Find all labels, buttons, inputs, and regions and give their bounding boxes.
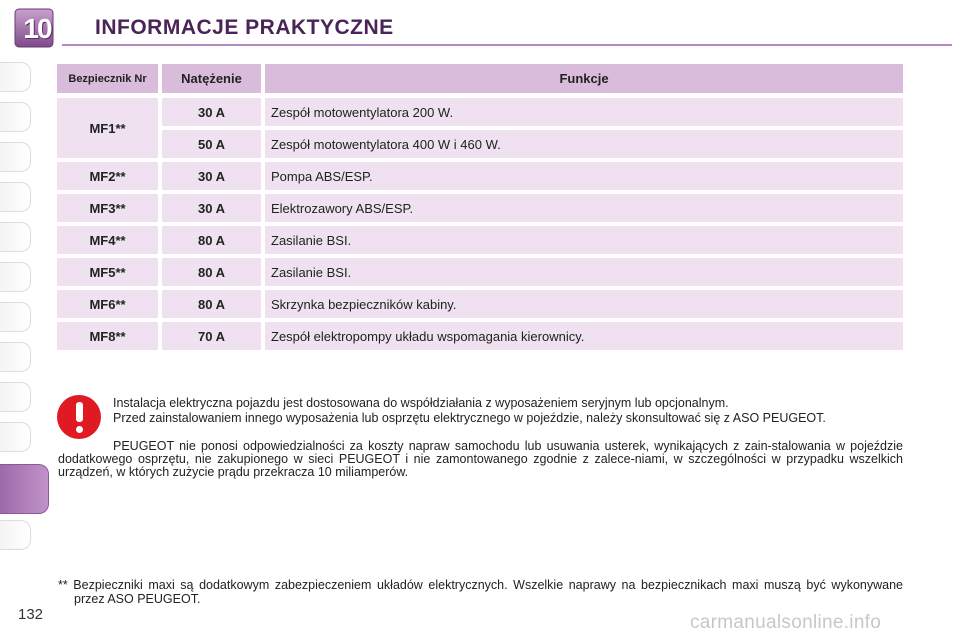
chapter-tabs bbox=[0, 62, 32, 582]
function-cell: Zasilanie BSI. bbox=[265, 226, 903, 254]
header-amperage: Natężenie bbox=[162, 64, 261, 93]
chapter-tab[interactable] bbox=[0, 62, 31, 92]
amperage-cell: 70 A bbox=[162, 322, 261, 350]
warning-paragraph: Instalacja elektryczna pojazdu jest dostosowana do współdziałania z wyposażeniem seryjnym lub opcjonalnym. bbox=[113, 396, 729, 410]
chapter-tab[interactable] bbox=[0, 102, 31, 132]
table-row bbox=[57, 258, 903, 286]
amperage-cell: 50 A bbox=[162, 130, 261, 158]
page-number: 132 bbox=[18, 606, 44, 623]
footnote: ** Bezpieczniki maxi są dodatkowym zabezpieczeniem układów elektrycznych. Wszelkie naprawy na bezpiecznikach maxi muszą być wykonywane przez ASO PEUGEOT. bbox=[58, 578, 903, 606]
table-row bbox=[57, 194, 903, 222]
amperage-cell: 80 A bbox=[162, 258, 261, 286]
chapter-tab[interactable] bbox=[0, 302, 31, 332]
function-cell: Elektrozawory ABS/ESP. bbox=[265, 194, 903, 222]
table-row bbox=[57, 322, 903, 350]
chapter-tab[interactable] bbox=[0, 222, 31, 252]
amperage-cell: 80 A bbox=[162, 290, 261, 318]
function-cell: Pompa ABS/ESP. bbox=[265, 162, 903, 190]
function-cell: Skrzynka bezpieczników kabiny. bbox=[265, 290, 903, 318]
chapter-tab-active[interactable] bbox=[0, 464, 49, 514]
amperage-cell: 30 A bbox=[162, 194, 261, 222]
table-row bbox=[57, 98, 903, 126]
chapter-tab[interactable] bbox=[0, 382, 31, 412]
warning-paragraph: Przed zainstalowaniem innego wyposażenia lub osprzętu elektrycznego w pojeździe, należy skonsultować się z ASO PEUGEOT. bbox=[113, 411, 826, 425]
header-function: Funkcje bbox=[265, 64, 903, 93]
fuse-number-cell: MF1** bbox=[57, 98, 158, 158]
chapter-number: 10 bbox=[23, 13, 51, 44]
fuse-number-cell: MF8** bbox=[57, 322, 158, 350]
chapter-tab[interactable] bbox=[0, 342, 31, 372]
header-divider bbox=[62, 44, 952, 46]
exclamation-dot bbox=[76, 426, 83, 433]
fuse-number-cell: MF6** bbox=[57, 290, 158, 318]
warning-paragraph: PEUGEOT nie ponosi odpowiedzialności za koszty napraw samochodu lub usuwania usterek, wynikających z zain-stalowania w pojeździe dodatkowego osprzętu, nie zakupionego w sieci PEUGEOT i nie zamontowanego zgodnie z zalece-niami, w szczególności w przypadku wszelkich urządzeń, w których zużycie prądu przekracza 10 miliamperów. bbox=[58, 439, 903, 479]
table-row bbox=[57, 290, 903, 318]
fuse-number-cell: MF4** bbox=[57, 226, 158, 254]
chapter-tab[interactable] bbox=[0, 182, 31, 212]
header-fuse-number: Bezpiecznik Nr bbox=[57, 64, 158, 93]
function-cell: Zespół motowentylatora 400 W i 460 W. bbox=[265, 130, 903, 158]
amperage-cell: 30 A bbox=[162, 162, 261, 190]
chapter-tab[interactable] bbox=[0, 422, 31, 452]
fuse-number-cell: MF5** bbox=[57, 258, 158, 286]
exclamation-bar bbox=[76, 402, 83, 422]
function-cell: Zasilanie BSI. bbox=[265, 258, 903, 286]
table-header-row bbox=[57, 64, 903, 93]
function-cell: Zespół motowentylatora 200 W. bbox=[265, 98, 903, 126]
chapter-tab[interactable] bbox=[0, 262, 31, 292]
fuse-number-cell: MF3** bbox=[57, 194, 158, 222]
table-row bbox=[57, 162, 903, 190]
fuse-number-cell: MF2** bbox=[57, 162, 158, 190]
amperage-cell: 80 A bbox=[162, 226, 261, 254]
function-cell: Zespół elektropompy układu wspomagania kierownicy. bbox=[265, 322, 903, 350]
page-title: INFORMACJE PRAKTYCZNE bbox=[95, 16, 394, 39]
chapter-tab[interactable] bbox=[0, 142, 31, 172]
table-row bbox=[57, 226, 903, 254]
watermark: carmanualsonline.info bbox=[690, 612, 882, 633]
table-row bbox=[57, 130, 903, 158]
chapter-tab[interactable] bbox=[0, 520, 31, 550]
amperage-cell: 30 A bbox=[162, 98, 261, 126]
